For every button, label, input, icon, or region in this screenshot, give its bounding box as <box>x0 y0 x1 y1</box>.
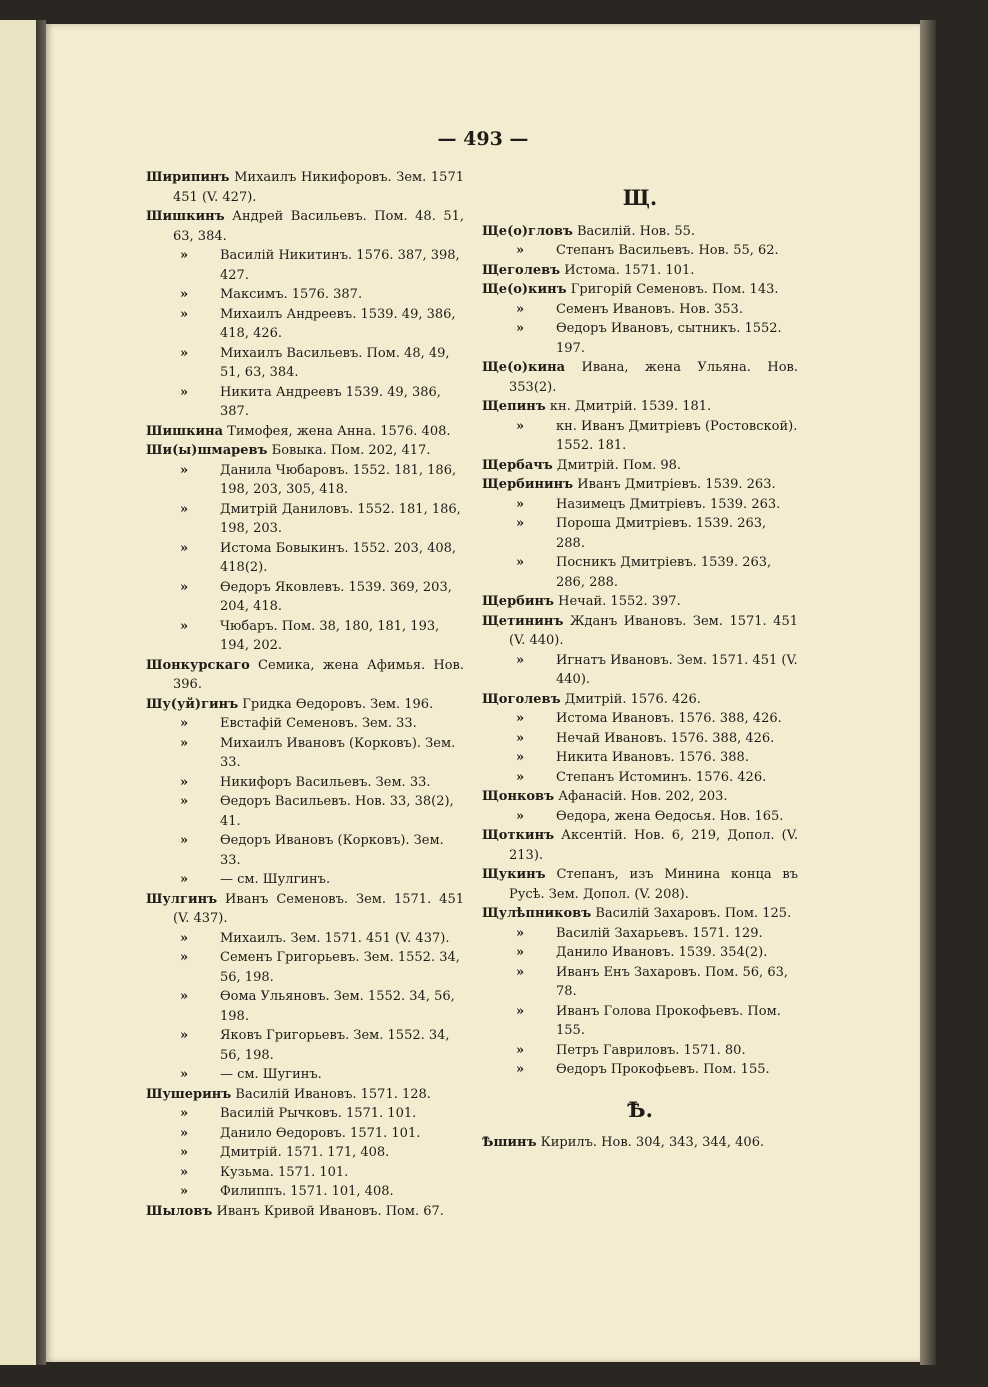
entry-surname: Ѣшинъ <box>482 1135 537 1150</box>
ditto-mark: » <box>516 301 525 317</box>
entry-text: Данило Ивановъ. 1539. 354(2). <box>556 945 768 960</box>
ditto-mark: » <box>180 1028 189 1043</box>
index-subentry <box>146 734 464 773</box>
index-subentry <box>482 651 798 690</box>
entry-text: Степанъ Истоминъ. 1576. 426. <box>556 769 767 785</box>
right-column <box>482 168 798 1153</box>
entry-text: Семика, жена Афимья. Нов. 396. <box>173 657 464 692</box>
index-subentry <box>146 714 464 734</box>
ditto-mark: » <box>180 501 189 517</box>
index-subentry <box>146 1065 464 1085</box>
entry-text: Данила Чюбаровъ. 1552. 181, 186, 198, 203, 305, 418. <box>220 462 457 497</box>
ditto-mark: » <box>180 833 189 848</box>
index-subentry <box>482 241 798 261</box>
index-subentry <box>482 300 798 320</box>
entry-text: Ѳедоръ Прокофьевъ. Пом. 155. <box>556 1062 770 1077</box>
entry-text: Иванъ Голова Прокофьевъ. Пом. 155. <box>556 1003 781 1038</box>
index-subentry <box>146 539 464 578</box>
entry-text: Семенъ Ивановъ. Нов. 353. <box>556 301 743 317</box>
left-page-edge <box>0 20 36 1365</box>
ditto-mark: » <box>180 384 189 400</box>
book-cover-edge <box>920 20 936 1365</box>
entry-text: Дмитрій Даниловъ. 1552. 181, 186, 198, 203. <box>220 501 461 536</box>
entry-text: Василій. Нов. 55. <box>572 223 696 239</box>
ditto-mark: » <box>180 716 189 731</box>
index-entry <box>482 222 798 242</box>
entry-text: — см. Шулгинъ. <box>220 872 331 887</box>
ditto-mark: » <box>180 579 189 595</box>
index-subentry <box>146 246 464 285</box>
ditto-mark: » <box>180 794 189 809</box>
entry-text: Михаилъ Васильевъ. Пом. 48, 49, 51, 63, 384. <box>220 345 450 380</box>
index-subentry <box>482 924 798 944</box>
ditto-mark: » <box>516 652 525 668</box>
index-subentry <box>482 709 798 729</box>
entry-text: Дмитрій. Пом. 98. <box>552 457 682 473</box>
index-entry <box>482 261 798 281</box>
index-subentry <box>482 963 798 1002</box>
section-letter: Ѣ. <box>627 1096 653 1122</box>
index-subentry <box>146 285 464 305</box>
index-entry <box>482 865 798 904</box>
entry-text: кн. Иванъ Дмитріевъ (Ростовской). 1552. 181. <box>556 418 798 453</box>
entry-text: Ѳедора, жена Ѳедосья. Нов. 165. <box>556 808 784 824</box>
entry-surname: Ши(ы)шмаревъ <box>146 443 268 458</box>
ditto-mark: » <box>516 1042 525 1058</box>
entry-text: Данило Ѳедоровъ. 1571. 101. <box>220 1125 421 1141</box>
index-entry <box>482 397 798 417</box>
index-entry <box>482 1133 798 1153</box>
ditto-mark: » <box>180 1067 189 1082</box>
index-subentry <box>482 319 798 358</box>
index-subentry <box>482 807 798 827</box>
ditto-mark: » <box>180 774 189 790</box>
entry-text: Василій Захарьевъ. 1571. 129. <box>556 925 763 941</box>
ditto-mark: » <box>516 750 525 765</box>
ditto-mark: » <box>180 306 189 322</box>
index-subentry <box>482 514 798 553</box>
ditto-mark: » <box>180 989 189 1004</box>
entry-text: кн. Дмитрій. 1539. 181. <box>545 399 712 414</box>
entry-text: Жданъ Ивановъ. Зем. 1571. 451 (V. 440). <box>509 613 798 648</box>
entry-surname: Щербининъ <box>482 477 574 492</box>
index-subentry <box>146 987 464 1026</box>
entry-surname: Шу(уй)гинъ <box>146 696 239 712</box>
ditto-mark: » <box>180 1164 189 1180</box>
entry-text: Василій Захаровъ. Пом. 125. <box>591 906 792 921</box>
entry-text: Назимецъ Дмитріевъ. 1539. 263. <box>556 496 781 512</box>
ditto-mark: » <box>180 1184 189 1199</box>
entry-text: Ѳома Ульяновъ. Зем. 1552. 34, 56, 198. <box>220 989 455 1024</box>
entry-text: Михаилъ. Зем. 1571. 451 (V. 437). <box>220 930 450 946</box>
index-subentry <box>146 1026 464 1065</box>
entry-text: — см. Шугинъ. <box>220 1067 322 1082</box>
entry-text: Семенъ Григорьевъ. Зем. 1552. 34, 56, 198. <box>220 950 460 985</box>
ditto-mark: » <box>180 287 189 302</box>
entry-surname: Шишкина <box>146 423 224 439</box>
index-subentry <box>146 461 464 500</box>
index-entry <box>482 475 798 495</box>
entry-surname: Шушеринъ <box>146 1086 232 1102</box>
entry-surname: Щоголевъ <box>482 691 561 707</box>
index-entry <box>482 612 798 651</box>
entry-text: Никифоръ Васильевъ. Зем. 33. <box>220 774 431 790</box>
entry-text: Ѳедоръ Ивановъ (Корковъ). Зем. 33. <box>220 833 444 868</box>
index-subentry <box>482 1002 798 1041</box>
index-subentry <box>146 1163 464 1183</box>
page-number: — 493 — <box>437 128 529 150</box>
index-entry <box>146 1202 464 1222</box>
entry-surname: Щепинъ <box>482 399 546 414</box>
entry-text: Григорій Семеновъ. Пом. 143. <box>566 282 779 297</box>
index-subentry <box>482 1060 798 1080</box>
entry-surname: Ще(о)гловъ <box>482 223 573 239</box>
entry-text: Нечай. 1552. 397. <box>553 594 681 609</box>
index-subentry <box>482 495 798 515</box>
index-subentry <box>146 344 464 383</box>
entry-text: Истома Бовыкинъ. 1552. 203, 408, 418(2). <box>220 540 457 575</box>
index-subentry <box>146 831 464 870</box>
entry-surname: Шонкурскаго <box>146 657 250 673</box>
entry-text: Ивана, жена Ульяна. Нов. 353(2). <box>509 360 798 395</box>
ditto-mark: » <box>516 925 525 941</box>
index-entry <box>146 422 464 442</box>
ditto-mark: » <box>180 540 189 556</box>
entry-text: Максимъ. 1576. 387. <box>220 287 363 302</box>
entry-text: Михаилъ Андреевъ. 1539. 49, 386, 418, 426. <box>220 306 456 341</box>
entry-surname: Щонковъ <box>482 789 555 804</box>
entry-surname: Шулгинъ <box>146 891 218 907</box>
ditto-mark: » <box>180 950 189 965</box>
entry-text: Ѳедоръ Васильевъ. Нов. 33, 38(2), 41. <box>220 794 454 829</box>
index-entry <box>146 1085 464 1105</box>
ditto-mark: » <box>516 964 525 980</box>
index-subentry <box>146 617 464 656</box>
entry-surname: Шыловъ <box>146 1203 213 1219</box>
index-subentry <box>482 748 798 768</box>
entry-text: Нечай Ивановъ. 1576. 388, 426. <box>556 730 775 746</box>
entry-surname: Щоткинъ <box>482 828 555 843</box>
index-entry <box>146 656 464 695</box>
entry-text: Филиппъ. 1571. 101, 408. <box>220 1184 394 1199</box>
index-entry <box>146 441 464 461</box>
entry-text: Михаилъ Ивановъ (Корковъ). Зем. 33. <box>220 735 456 770</box>
entry-text: Истома. 1571. 101. <box>560 262 695 278</box>
entry-text: Михаилъ Никифоровъ. Зем. 1571 451 (V. 427). <box>173 170 464 205</box>
entry-text: Кирилъ. Нов. 304, 343, 344, 406. <box>536 1135 765 1150</box>
entry-text: Бовыка. Пом. 202, 417. <box>267 443 431 458</box>
entry-text: Ѳедоръ Яковлевъ. 1539. 369, 203, 204, 418. <box>220 579 452 614</box>
index-subentry <box>482 729 798 749</box>
entry-surname: Шишкинъ <box>146 209 225 224</box>
entry-surname: Щеголевъ <box>482 262 561 278</box>
index-entry <box>146 207 464 246</box>
index-subentry <box>146 500 464 539</box>
entry-surname: Щукинъ <box>482 867 546 882</box>
index-entry <box>482 456 798 476</box>
entry-text: Андрей Васильевъ. Пом. 48. 51, 63, 384. <box>173 209 464 244</box>
entry-surname: Щулѣпниковъ <box>482 906 592 921</box>
ditto-mark: » <box>516 1062 525 1077</box>
index-subentry <box>146 1104 464 1124</box>
entry-text: Василій Рычковъ. 1571. 101. <box>220 1106 417 1121</box>
entry-text: Никита Андреевъ 1539. 49, 386, 387. <box>220 384 441 419</box>
entry-text: Иванъ Дмитріевъ. 1539. 263. <box>573 477 776 492</box>
ditto-mark: » <box>180 345 189 361</box>
index-subentry <box>146 773 464 793</box>
ditto-mark: » <box>516 516 525 531</box>
entry-text: Дмитрій. 1571. 171, 408. <box>220 1145 390 1160</box>
ditto-mark: » <box>180 735 189 751</box>
entry-text: Афанасій. Нов. 202, 203. <box>554 789 728 804</box>
ditto-mark: » <box>516 555 525 570</box>
ditto-mark: » <box>516 945 525 960</box>
entry-surname: Щербачъ <box>482 457 553 473</box>
ditto-mark: » <box>516 1003 525 1019</box>
index-subentry <box>482 1041 798 1061</box>
index-subentry <box>146 1182 464 1202</box>
entry-text: Яковъ Григорьевъ. Зем. 1552. 34, 56, 198. <box>220 1028 450 1063</box>
ditto-mark: » <box>180 1106 189 1121</box>
entry-text: Иванъ Кривой Ивановъ. Пом. 67. <box>212 1203 444 1219</box>
index-entry <box>482 826 798 865</box>
ditto-mark: » <box>180 1145 189 1160</box>
index-entry <box>146 890 464 929</box>
index-entry <box>482 280 798 300</box>
index-subentry <box>146 1143 464 1163</box>
index-entry <box>482 904 798 924</box>
entry-text: Тимофея, жена Анна. 1576. 408. <box>223 423 451 439</box>
index-subentry <box>146 929 464 949</box>
entry-text: Степанъ, изъ Минина конца въ Русѣ. Зем. Допол. (V. 208). <box>509 867 798 902</box>
ditto-mark: » <box>180 930 189 946</box>
index-subentry <box>482 768 798 788</box>
entry-text: Иванъ Семеновъ. Зем. 1571. 451 (V. 437). <box>173 891 464 926</box>
entry-text: Никита Ивановъ. 1576. 388. <box>556 750 749 765</box>
entry-text: Дмитрій. 1576. 426. <box>560 691 701 707</box>
entry-surname: Ще(о)кина <box>482 360 566 375</box>
ditto-mark: » <box>516 243 525 258</box>
entry-text: Гридка Ѳедоровъ. Зем. 196. <box>238 696 434 712</box>
ditto-mark: » <box>180 872 189 887</box>
index-subentry <box>146 1124 464 1144</box>
book-page <box>46 24 920 1362</box>
entry-text: Петръ Гавриловъ. 1571. 80. <box>556 1042 746 1058</box>
ditto-mark: » <box>516 808 525 824</box>
section-letter: Щ. <box>622 185 658 210</box>
index-entry <box>482 787 798 807</box>
entry-text: Степанъ Васильевъ. Нов. 55, 62. <box>556 243 779 258</box>
entry-surname: Ще(о)кинъ <box>482 282 567 297</box>
index-subentry <box>146 578 464 617</box>
ditto-mark: » <box>516 321 525 336</box>
index-entry <box>146 168 464 207</box>
ditto-mark: » <box>180 462 189 478</box>
entry-text: Ѳедоръ Ивановъ, сытникъ. 1552. 197. <box>556 321 782 356</box>
entry-text: Иванъ Енъ Захаровъ. Пом. 56, 63, 78. <box>556 964 788 999</box>
ditto-mark: » <box>180 248 189 263</box>
index-subentry <box>482 553 798 592</box>
entry-text: Василій Ивановъ. 1571. 128. <box>231 1086 431 1102</box>
entry-text: Посникъ Дмитріевъ. 1539. 263, 286, 288. <box>556 555 772 590</box>
entry-text: Евстафій Семеновъ. Зем. 33. <box>220 716 417 731</box>
index-subentry <box>146 383 464 422</box>
entry-text: Чюбаръ. Пом. 38, 180, 181, 193, 194, 202. <box>220 618 440 653</box>
ditto-mark: » <box>516 730 525 746</box>
index-subentry <box>146 948 464 987</box>
index-entry <box>146 695 464 715</box>
book-gutter <box>36 20 46 1365</box>
index-subentry <box>146 792 464 831</box>
entry-surname: Ширипинъ <box>146 170 230 185</box>
index-subentry <box>146 870 464 890</box>
index-subentry <box>482 417 798 456</box>
entry-text: Аксентій. Нов. 6, 219, Допол. (V. 213). <box>509 828 798 863</box>
entry-surname: Щетининъ <box>482 613 564 629</box>
index-subentry <box>482 943 798 963</box>
ditto-mark: » <box>180 1125 189 1141</box>
entry-text: Пороша Дмитріевъ. 1539. 263, 288. <box>556 516 767 551</box>
index-entry <box>482 358 798 397</box>
entry-text: Василій Никитинъ. 1576. 387, 398, 427. <box>220 248 460 283</box>
index-entry <box>482 690 798 710</box>
entry-surname: Щербинъ <box>482 594 554 609</box>
index-entry <box>482 592 798 612</box>
left-column <box>146 168 464 1221</box>
entry-text: Кузьма. 1571. 101. <box>220 1164 349 1180</box>
ditto-mark: » <box>516 769 525 785</box>
ditto-mark: » <box>180 618 189 634</box>
entry-text: Истома Ивановъ. 1576. 388, 426. <box>556 711 782 726</box>
ditto-mark: » <box>516 711 525 726</box>
index-subentry <box>146 305 464 344</box>
entry-text: Игнатъ Ивановъ. Зем. 1571. 451 (V. 440). <box>556 652 798 687</box>
ditto-mark: » <box>516 496 525 512</box>
ditto-mark: » <box>516 418 525 434</box>
